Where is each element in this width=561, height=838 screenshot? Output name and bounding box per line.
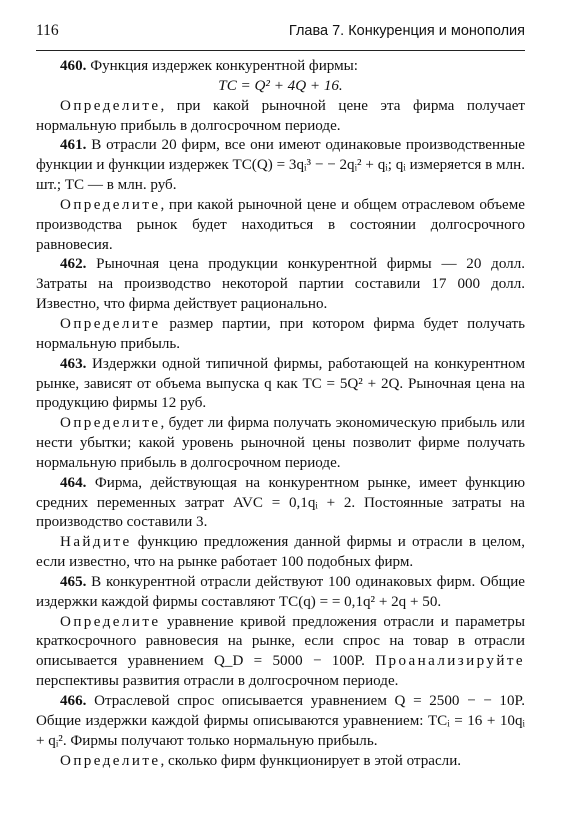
- task-verb: Определите: [60, 752, 161, 769]
- task-461: [36, 196, 525, 256]
- problem-number: 463.: [60, 355, 87, 372]
- problem-number: 461.: [60, 137, 87, 154]
- task-text: уравнение кривой предложения отрасли и параметры краткосрочного равновесия на рынке, если спрос на товар в отрасли описывается уравнением Q_D = 5000 − 100P.: [36, 613, 525, 670]
- problem-465: [36, 573, 525, 613]
- task-466: [36, 752, 525, 772]
- problem-text: Отраслевой спрос описывается уравнением Q = 2500 − − 10P. Общие издержки каждой фирмы описываются уравнением: TCᵢ = 16 + 10qᵢ + qᵢ². Фирмы получают только нормальную прибыль.: [36, 693, 525, 749]
- task-text: , при какой рыночной цене и общем отраслевом объеме производства рынок будет находиться в состоянии долгосрочного равновесия.: [36, 196, 525, 253]
- problem-text: Функция издержек конкурентной фирмы:: [86, 58, 358, 74]
- task-verb: Найдите: [60, 534, 132, 551]
- problem-number: 460.: [60, 58, 87, 74]
- task-verb: Определите: [60, 196, 161, 213]
- task-460: [36, 97, 525, 137]
- problem-text: В отрасли 20 фирм, все они имеют одинаковые производственные функции и функции издержек TC(Q) = 3qᵢ³ − − 2qᵢ² + qᵢ; qᵢ измеряется в млн. шт.; TC — в млн. руб.: [36, 137, 525, 194]
- task-text: функцию предложения данной фирмы и отрасли в целом, если известно, что на рынке работает 100 подобных фирм.: [36, 534, 525, 571]
- task-464: [36, 533, 525, 573]
- chapter-title: Глава 7. Конкуренция и монополия: [288, 23, 525, 39]
- task-verb: Определите: [60, 97, 161, 114]
- problem-text: Издержки одной типичной фирмы, работающей на конкурентном рынке, зависят от объема выпуска q как TC = 5Q² + 2Q. Рыночная цена на продукцию фирмы 12 руб.: [36, 355, 525, 412]
- page-header: [36, 22, 525, 44]
- task-text: , при какой рыночной цене эта фирма получает нормальную прибыль в долгосрочном периоде.: [36, 97, 525, 134]
- page-number: 116: [36, 22, 59, 39]
- task-463: [36, 414, 525, 474]
- problem-number: 466.: [60, 693, 87, 709]
- problem-463: [36, 355, 525, 415]
- problem-461: [36, 136, 525, 196]
- problem-text: Фирма, действующая на конкурентном рынке, имеет функцию средних переменных затрат AVC = 0,1qᵢ + 2. Постоянные затраты на производство составили 3.: [36, 474, 525, 531]
- task-text: перспективы развития отрасли в долгосрочном периоде.: [36, 673, 399, 690]
- task-verb: Определите: [60, 315, 161, 332]
- problem-number: 464.: [60, 474, 87, 491]
- problem-number: 462.: [60, 256, 87, 273]
- problem-462: [36, 255, 525, 315]
- task-verb: Определите: [60, 415, 161, 432]
- problem-466: [36, 692, 525, 752]
- problem-464: [36, 474, 525, 534]
- problem-460: [36, 57, 525, 77]
- task-text: размер партии, при котором фирма будет получать нормальную прибыль.: [36, 315, 525, 352]
- problem-text: Рыночная цена продукции конкурентной фирмы — 20 долл. Затраты на производство некоторой партии составили 17 000 долл. Известно, что фирма действует рационально.: [36, 256, 525, 313]
- task-text: , сколько фирм функционирует в этой отрасли.: [160, 752, 462, 769]
- problems-text: [36, 57, 525, 771]
- task-text: , будет ли фирма получать экономическую прибыль или нести убытки; какой уровень рыночной цены позволит фирме получать нормальную прибыль в долгосрочном периоде.: [36, 415, 525, 471]
- task-462: [36, 315, 525, 355]
- task-verb: Определите: [60, 613, 161, 630]
- task-verb: Проанализируйте: [375, 653, 525, 670]
- formula: TC = Q² + 4Q + 16.: [218, 77, 343, 94]
- problem-number: 465.: [60, 573, 87, 590]
- task-465: [36, 613, 525, 692]
- header-rule: [36, 50, 525, 51]
- problem-text: В конкурентной отрасли действуют 100 одинаковых фирм. Общие издержки каждой фирмы составляют TC(q) = = 0,1q² + 2q + 50.: [36, 573, 525, 610]
